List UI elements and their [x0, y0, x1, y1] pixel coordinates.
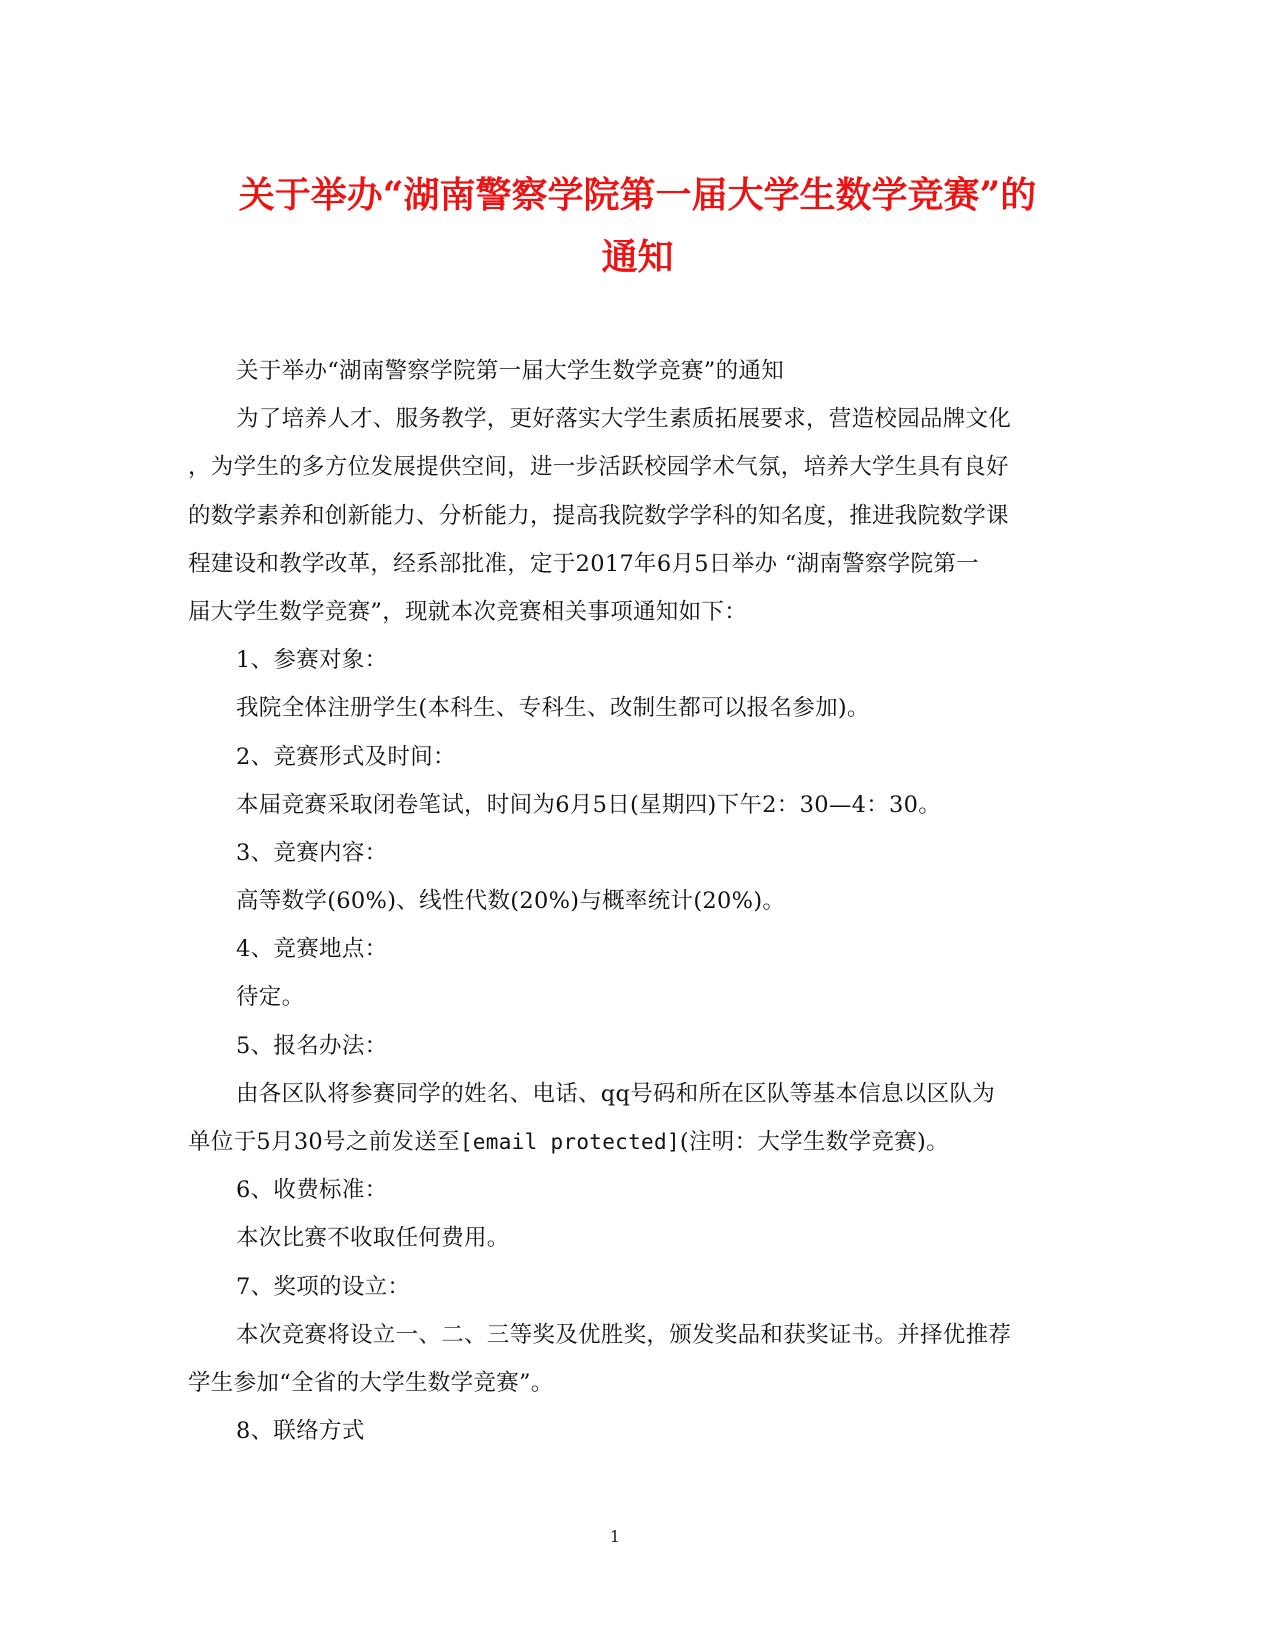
paragraph-subject: 关于举办“湖南警察学院第一届大学生数学竞赛”的通知	[236, 358, 785, 384]
document-body	[188, 347, 1088, 1455]
section-heading-registration: 5、报名办法：	[236, 1032, 388, 1059]
section-heading-fees: 6、收费标准：	[236, 1177, 388, 1204]
section-text-fees: 本次比赛不收取任何费用。	[236, 1225, 510, 1252]
paragraph-intro-line: ，为学生的多方位发展提供空间，进一步活跃校园学术气氛，培养大学生具有良好	[188, 454, 1009, 481]
paragraph-intro-line: 程建设和教学改革，经系部批准，定于2017年6月5日举办 “湖南警察学院第一	[188, 550, 979, 577]
section-heading-awards: 7、奖项的设立：	[236, 1273, 411, 1300]
document-title	[190, 164, 1085, 288]
page-number: 1	[609, 1527, 621, 1546]
section-heading-content: 3、竞赛内容：	[236, 839, 388, 866]
section-text-format-time: 本届竞赛采取闭卷笔试，时间为6月5日(星期四)下午2：30—4：30。	[236, 791, 942, 818]
registration-note-text: (注明：大学生数学竞赛)。	[679, 1129, 949, 1155]
paragraph-intro-line: 届大学生数学竞赛”，现就本次竞赛相关事项通知如下：	[188, 598, 748, 625]
section-text-registration: 由各区队将参赛同学的姓名、电话、qq号码和所在区队等基本信息以区队为	[236, 1080, 996, 1107]
title-line-1: 关于举办“湖南警察学院第一届大学生数学竞赛”的	[238, 174, 1037, 216]
section-text-location: 待定。	[236, 984, 305, 1011]
paragraph-intro-line: 为了培养人才、服务教学，更好落实大学生素质拓展要求，营造校园品牌文化	[236, 406, 1012, 433]
section-text-awards-line-2: 学生参加“全省的大学生数学竞赛”。	[188, 1369, 554, 1396]
paragraph-intro-line: 的数学素养和创新能力、分析能力，提高我院数学学科的知名度，推进我院数学课	[188, 502, 1009, 529]
registration-deadline-text: 单位于5月30号之前发送至	[188, 1129, 460, 1155]
title-line-2: 通知	[601, 236, 674, 278]
email-protected-link[interactable]: [email protected]	[459, 1130, 680, 1154]
section-heading-participants: 1、参赛对象：	[236, 647, 388, 674]
section-heading-contact: 8、联络方式	[236, 1418, 365, 1445]
section-text-content: 高等数学(60%)、线性代数(20%)与概率统计(20%)。	[236, 888, 786, 915]
section-text-participants: 我院全体注册学生(本科生、专科生、改制生都可以报名参加)。	[236, 695, 870, 722]
section-heading-location: 4、竞赛地点：	[236, 936, 388, 963]
section-heading-format-time: 2、竞赛形式及时间：	[236, 743, 456, 770]
section-text-awards: 本次竞赛将设立一、二、三等奖及优胜奖，颁发奖品和获奖证书。并择优推荐	[236, 1321, 1012, 1348]
section-text-registration-line-2	[188, 1118, 1088, 1166]
